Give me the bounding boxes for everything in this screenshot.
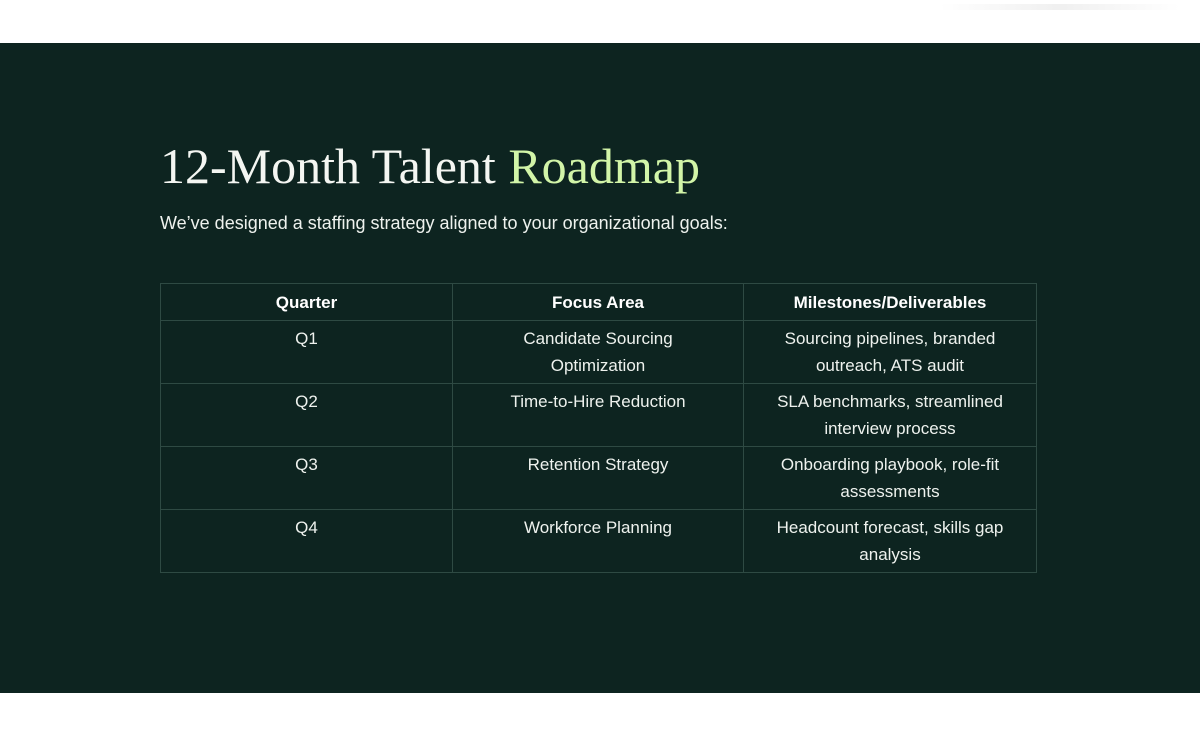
table-row (161, 321, 1037, 384)
table-row (161, 510, 1037, 573)
quarter-cell: Q2 (161, 384, 453, 447)
focus-area-cell: Retention Strategy (453, 447, 744, 510)
slide-title (160, 135, 700, 197)
title-accent: Roadmap (508, 138, 700, 194)
milestones-cell: Sourcing pipelines, branded outreach, ATS audit (744, 321, 1037, 384)
quarter-cell: Q3 (161, 447, 453, 510)
header-milestones: Milestones/Deliverables (744, 284, 1037, 321)
table-row (161, 384, 1037, 447)
top-shadow-strip (940, 4, 1180, 10)
focus-area-cell: Candidate Sourcing Optimization (453, 321, 744, 384)
top-margin (0, 0, 1200, 43)
slide-subtitle: We’ve designed a staffing strategy aligned to your organizational goals: (160, 213, 728, 233)
slide (0, 43, 1200, 693)
milestones-cell: SLA benchmarks, streamlined interview process (744, 384, 1037, 447)
quarter-cell: Q1 (161, 321, 453, 384)
focus-area-cell: Workforce Planning (453, 510, 744, 573)
table-row (161, 447, 1037, 510)
bottom-margin (0, 693, 1200, 736)
header-focus-area: Focus Area (453, 284, 744, 321)
roadmap-table (160, 283, 1037, 573)
quarter-cell: Q4 (161, 510, 453, 573)
header-quarter: Quarter (161, 284, 453, 321)
title-main: 12-Month Talent (160, 138, 509, 194)
table-header-row (161, 284, 1037, 321)
milestones-cell: Onboarding playbook, role-fit assessments (744, 447, 1037, 510)
focus-area-cell: Time-to-Hire Reduction (453, 384, 744, 447)
milestones-cell: Headcount forecast, skills gap analysis (744, 510, 1037, 573)
